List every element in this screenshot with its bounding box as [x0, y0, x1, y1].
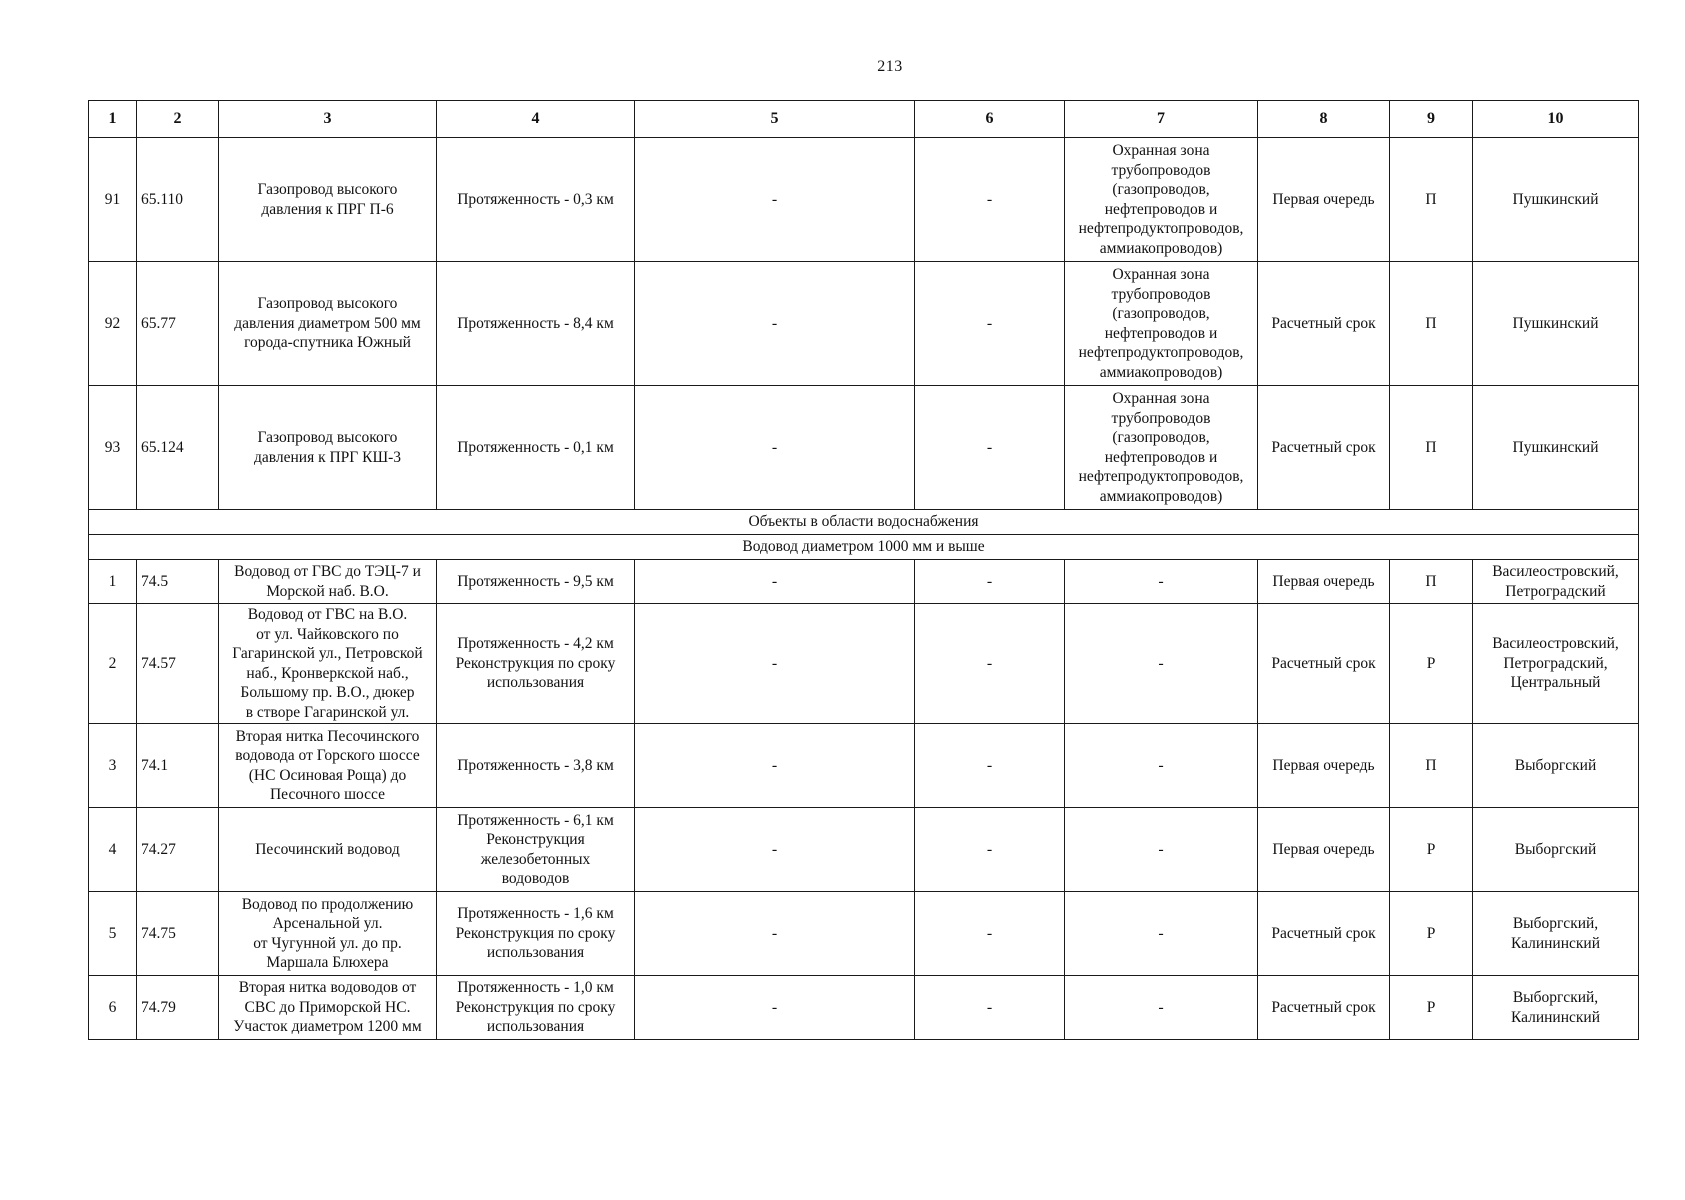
- header-col-7: 7: [1065, 101, 1258, 138]
- col5-value: -: [635, 604, 915, 724]
- col7-value: -: [1065, 560, 1258, 604]
- header-col-1: 1: [89, 101, 137, 138]
- object-type: Р: [1390, 892, 1473, 976]
- col7-value: -: [1065, 808, 1258, 892]
- district: Выборгский: [1473, 808, 1639, 892]
- object-code: 74.27: [137, 808, 219, 892]
- object-type: П: [1390, 724, 1473, 808]
- col5-value: -: [635, 138, 915, 262]
- object-parameters: Протяженность - 3,8 км: [437, 724, 635, 808]
- header-col-5: 5: [635, 101, 915, 138]
- header-col-6: 6: [915, 101, 1065, 138]
- table-row: [89, 976, 1639, 1040]
- table-row: [89, 386, 1639, 510]
- col7-value: -: [1065, 976, 1258, 1040]
- implementation-term: Расчетный срок: [1258, 386, 1390, 510]
- object-name: Газопровод высокого давления к ПРГ П-6: [219, 138, 437, 262]
- row-number: 5: [89, 892, 137, 976]
- row-number: 4: [89, 808, 137, 892]
- object-type: Р: [1390, 604, 1473, 724]
- object-code: 74.5: [137, 560, 219, 604]
- col5-value: -: [635, 724, 915, 808]
- object-name: Песочинский водовод: [219, 808, 437, 892]
- header-col-10: 10: [1473, 101, 1639, 138]
- col6-value: -: [915, 724, 1065, 808]
- district: Пушкинский: [1473, 138, 1639, 262]
- col5-value: -: [635, 976, 915, 1040]
- implementation-term: Расчетный срок: [1258, 262, 1390, 386]
- object-code: 65.110: [137, 138, 219, 262]
- implementation-term: Первая очередь: [1258, 808, 1390, 892]
- object-parameters: Протяженность - 8,4 км: [437, 262, 635, 386]
- header-row: [89, 101, 1639, 138]
- district: Выборгский, Калининский: [1473, 892, 1639, 976]
- object-parameters: Протяженность - 4,2 км Реконструкция по сроку использования: [437, 604, 635, 724]
- row-number: 3: [89, 724, 137, 808]
- protection-zone: Охранная зона трубопроводов (газопроводов, нефтепроводов и нефтепродуктопроводов, аммиакопроводов): [1065, 386, 1258, 510]
- object-type: Р: [1390, 808, 1473, 892]
- object-type: П: [1390, 386, 1473, 510]
- row-number: 92: [89, 262, 137, 386]
- object-code: 74.79: [137, 976, 219, 1040]
- table-row: [89, 724, 1639, 808]
- row-number: 6: [89, 976, 137, 1040]
- row-number: 91: [89, 138, 137, 262]
- implementation-term: Расчетный срок: [1258, 604, 1390, 724]
- table-row: [89, 262, 1639, 386]
- protection-zone: Охранная зона трубопроводов (газопроводов, нефтепроводов и нефтепродуктопроводов, аммиакопроводов): [1065, 262, 1258, 386]
- protection-zone: Охранная зона трубопроводов (газопроводов, нефтепроводов и нефтепродуктопроводов, аммиакопроводов): [1065, 138, 1258, 262]
- header-col-9: 9: [1390, 101, 1473, 138]
- object-name: Газопровод высокого давления диаметром 500 мм города-спутника Южный: [219, 262, 437, 386]
- implementation-term: Расчетный срок: [1258, 892, 1390, 976]
- col5-value: -: [635, 892, 915, 976]
- object-type: П: [1390, 560, 1473, 604]
- district: Выборгский: [1473, 724, 1639, 808]
- object-type: П: [1390, 138, 1473, 262]
- col7-value: -: [1065, 892, 1258, 976]
- object-name: Вторая нитка Песочинского водовода от Горского шоссе (НС Осиновая Роща) до Песочного шоссе: [219, 724, 437, 808]
- implementation-term: Первая очередь: [1258, 560, 1390, 604]
- object-parameters: Протяженность - 6,1 км Реконструкция железобетонных водоводов: [437, 808, 635, 892]
- object-type: Р: [1390, 976, 1473, 1040]
- col6-value: -: [915, 560, 1065, 604]
- col7-value: -: [1065, 724, 1258, 808]
- header-col-3: 3: [219, 101, 437, 138]
- col5-value: -: [635, 386, 915, 510]
- object-code: 65.124: [137, 386, 219, 510]
- section-title: Объекты в области водоснабжения: [89, 510, 1639, 535]
- object-name: Водовод от ГВС на В.О. от ул. Чайковского по Гагаринской ул., Петровской наб., Кронверкской наб., Большому пр. В.О., дюкер в створе Гагаринской ул.: [219, 604, 437, 724]
- col7-value: -: [1065, 604, 1258, 724]
- table-row: [89, 138, 1639, 262]
- col6-value: -: [915, 808, 1065, 892]
- header-col-8: 8: [1258, 101, 1390, 138]
- col5-value: -: [635, 262, 915, 386]
- object-name: Водовод по продолжению Арсенальной ул. от Чугунной ул. до пр. Маршала Блюхера: [219, 892, 437, 976]
- district: Выборгский, Калининский: [1473, 976, 1639, 1040]
- row-number: 1: [89, 560, 137, 604]
- col6-value: -: [915, 976, 1065, 1040]
- row-number: 93: [89, 386, 137, 510]
- subsection-title: Водовод диаметром 1000 мм и выше: [89, 535, 1639, 560]
- implementation-term: Расчетный срок: [1258, 976, 1390, 1040]
- object-code: 74.57: [137, 604, 219, 724]
- object-type: П: [1390, 262, 1473, 386]
- district: Василеостровский, Петроградский, Центральный: [1473, 604, 1639, 724]
- district: Пушкинский: [1473, 386, 1639, 510]
- table-row: [89, 604, 1639, 724]
- object-code: 65.77: [137, 262, 219, 386]
- col5-value: -: [635, 808, 915, 892]
- col6-value: -: [915, 604, 1065, 724]
- district: Василеостровский, Петроградский: [1473, 560, 1639, 604]
- implementation-term: Первая очередь: [1258, 138, 1390, 262]
- header-col-4: 4: [437, 101, 635, 138]
- header-col-2: 2: [137, 101, 219, 138]
- section-header-row: [89, 510, 1639, 535]
- row-number: 2: [89, 604, 137, 724]
- subsection-header-row: [89, 535, 1639, 560]
- object-name: Газопровод высокого давления к ПРГ КШ-3: [219, 386, 437, 510]
- table-row: [89, 808, 1639, 892]
- col5-value: -: [635, 560, 915, 604]
- object-name: Вторая нитка водоводов от СВС до Приморской НС. Участок диаметром 1200 мм: [219, 976, 437, 1040]
- table-row: [89, 560, 1639, 604]
- object-parameters: Протяженность - 9,5 км: [437, 560, 635, 604]
- col6-value: -: [915, 138, 1065, 262]
- table-row: [89, 892, 1639, 976]
- object-parameters: Протяженность - 0,3 км: [437, 138, 635, 262]
- page-number: 213: [877, 58, 903, 75]
- col6-value: -: [915, 386, 1065, 510]
- col6-value: -: [915, 262, 1065, 386]
- object-code: 74.75: [137, 892, 219, 976]
- object-code: 74.1: [137, 724, 219, 808]
- object-parameters: Протяженность - 1,0 км Реконструкция по сроку использования: [437, 976, 635, 1040]
- document-table: [88, 100, 1639, 1040]
- object-parameters: Протяженность - 0,1 км: [437, 386, 635, 510]
- object-parameters: Протяженность - 1,6 км Реконструкция по сроку использования: [437, 892, 635, 976]
- col6-value: -: [915, 892, 1065, 976]
- object-name: Водовод от ГВС до ТЭЦ-7 и Морской наб. В.О.: [219, 560, 437, 604]
- implementation-term: Первая очередь: [1258, 724, 1390, 808]
- district: Пушкинский: [1473, 262, 1639, 386]
